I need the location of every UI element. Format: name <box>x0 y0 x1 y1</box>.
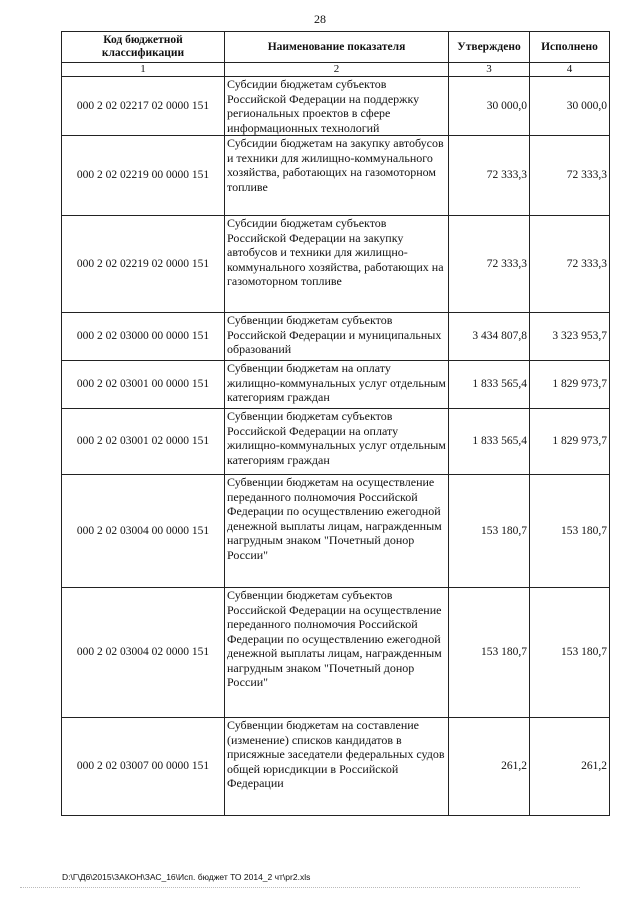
header-code: Код бюджетной классификации <box>62 32 225 63</box>
executed-cell: 30 000,0 <box>530 77 610 136</box>
footer-divider <box>20 887 580 888</box>
executed-cell: 153 180,7 <box>530 588 610 718</box>
header-row <box>62 32 610 63</box>
budget-code-cell: 000 2 02 02219 00 0000 151 <box>62 136 225 216</box>
budget-code-cell: 000 2 02 03001 02 0000 151 <box>62 409 225 475</box>
indicator-name-cell: Субсидии бюджетам на закупку автобусов и техники для жилищно-коммунального хозяйства, работающих на газомоторном топливе <box>225 136 449 216</box>
indicator-name-cell: Субсидии бюджетам субъектов Российской Федерации на поддержку региональных проектов в сфере информационных технологий <box>225 77 449 136</box>
column-number: 1 <box>62 63 225 77</box>
executed-cell: 261,2 <box>530 718 610 816</box>
indicator-name-cell: Субвенции бюджетам субъектов Российской Федерации и муниципальных образований <box>225 313 449 361</box>
page-number: 28 <box>314 12 326 26</box>
column-number: 3 <box>449 63 530 77</box>
approved-cell: 72 333,3 <box>449 216 530 313</box>
executed-cell: 72 333,3 <box>530 216 610 313</box>
approved-cell: 1 833 565,4 <box>449 361 530 409</box>
budget-code-cell: 000 2 02 03000 00 0000 151 <box>62 313 225 361</box>
column-number: 2 <box>225 63 449 77</box>
approved-cell: 261,2 <box>449 718 530 816</box>
indicator-name-cell: Субвенции бюджетам субъектов Российской Федерации на осуществление переданного полномочия Российской Федерации по осуществлению ежегодной денежной выплаты лицам, награжденным нагрудным знаком "Почетный донор России" <box>225 588 449 718</box>
column-number: 4 <box>530 63 610 77</box>
budget-code-cell: 000 2 02 02217 02 0000 151 <box>62 77 225 136</box>
table-row <box>62 313 610 361</box>
file-path-footer: D:\Г\Д6\2015\ЗАКОН\ЗАС_16\Исп. бюджет ТО 2014_2 чт\pr2.xls <box>62 872 311 882</box>
table-row <box>62 136 610 216</box>
approved-cell: 153 180,7 <box>449 588 530 718</box>
table-row <box>62 475 610 588</box>
table-row <box>62 216 610 313</box>
indicator-name-cell: Субвенции бюджетам на оплату жилищно-коммунальных услуг отдельным категориям граждан <box>225 361 449 409</box>
budget-code-cell: 000 2 02 03004 02 0000 151 <box>62 588 225 718</box>
approved-cell: 1 833 565,4 <box>449 409 530 475</box>
table-row <box>62 77 610 136</box>
header-approved: Утверждено <box>449 32 530 63</box>
indicator-name-cell: Субвенции бюджетам на составление (изменение) списков кандидатов в присяжные заседатели федеральных судов общей юрисдикции в Российской Федерации <box>225 718 449 816</box>
table-row <box>62 588 610 718</box>
executed-cell: 3 323 953,7 <box>530 313 610 361</box>
budget-table <box>61 31 610 816</box>
approved-cell: 153 180,7 <box>449 475 530 588</box>
column-number-row <box>62 63 610 77</box>
approved-cell: 30 000,0 <box>449 77 530 136</box>
indicator-name-cell: Субвенции бюджетам субъектов Российской Федерации на оплату жилищно-коммунальных услуг отдельным категориям граждан <box>225 409 449 475</box>
approved-cell: 72 333,3 <box>449 136 530 216</box>
executed-cell: 1 829 973,7 <box>530 361 610 409</box>
executed-cell: 153 180,7 <box>530 475 610 588</box>
indicator-name-cell: Субвенции бюджетам на осуществление переданного полномочия Российской Федерации по осуществлению ежегодной денежной выплаты лицам, награжденным нагрудным знаком "Почетный донор России" <box>225 475 449 588</box>
executed-cell: 1 829 973,7 <box>530 409 610 475</box>
approved-cell: 3 434 807,8 <box>449 313 530 361</box>
indicator-name-cell: Субсидии бюджетам субъектов Российской Федерации на закупку автобусов и техники для жилищно-коммунального хозяйства, работающих на газомоторном топливе <box>225 216 449 313</box>
table-row <box>62 718 610 816</box>
header-executed: Исполнено <box>530 32 610 63</box>
budget-code-cell: 000 2 02 03001 00 0000 151 <box>62 361 225 409</box>
executed-cell: 72 333,3 <box>530 136 610 216</box>
table-row <box>62 409 610 475</box>
budget-code-cell: 000 2 02 02219 02 0000 151 <box>62 216 225 313</box>
budget-code-cell: 000 2 02 03007 00 0000 151 <box>62 718 225 816</box>
budget-code-cell: 000 2 02 03004 00 0000 151 <box>62 475 225 588</box>
table-row <box>62 361 610 409</box>
header-name: Наименование показателя <box>225 32 449 63</box>
